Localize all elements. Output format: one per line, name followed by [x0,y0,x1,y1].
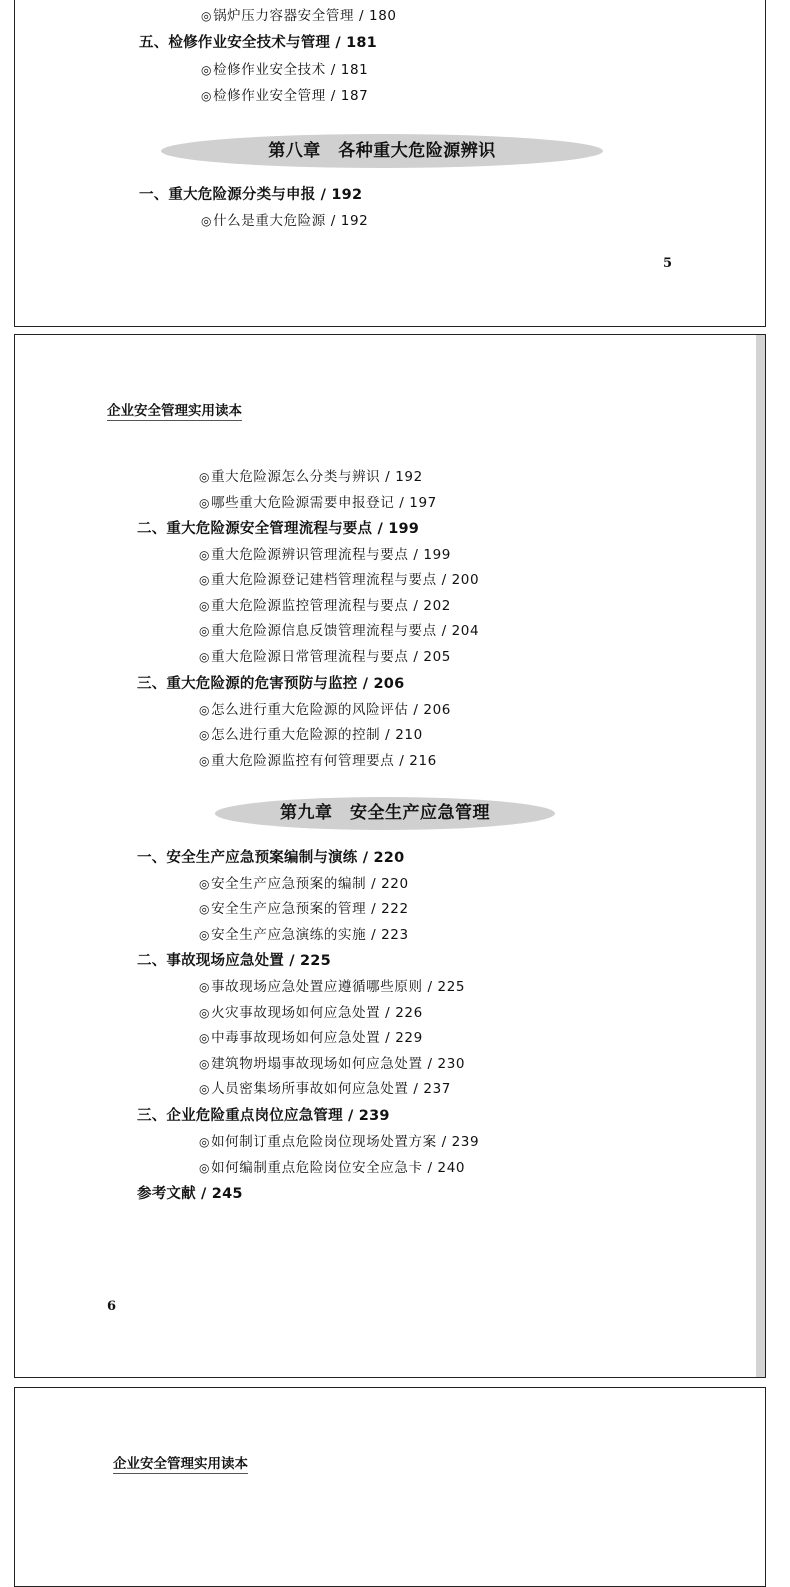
running-header: 企业安全管理实用读本 [107,399,242,421]
toc-item[interactable]: ◎ 重大危险源日常管理流程与要点 / 205 [199,651,451,665]
toc-item[interactable]: ◎ 重大危险源辨识管理流程与要点 / 199 [199,549,451,563]
page-5 [14,0,766,327]
toc-section[interactable]: 一、重大危险源分类与申报 / 192 [139,187,363,203]
toc-item[interactable]: ◎ 建筑物坍塌事故现场如何应急处置 / 230 [199,1058,465,1072]
toc-item[interactable]: ◎ 安全生产应急预案的管理 / 222 [199,903,409,917]
page-number: 5 [663,256,673,271]
page-6 [14,334,766,1378]
toc-section[interactable]: 五、检修作业安全技术与管理 / 181 [139,35,377,51]
toc-item[interactable]: ◎ 如何制订重点危险岗位现场处置方案 / 239 [199,1136,479,1150]
toc-item[interactable]: ◎ 怎么进行重大危险源的风险评估 / 206 [199,704,451,718]
toc-item[interactable]: ◎ 哪些重大危险源需要申报登记 / 197 [199,497,437,511]
toc-item[interactable]: ◎ 安全生产应急预案的编制 / 220 [199,878,409,892]
toc-item[interactable]: ◎ 安全生产应急演练的实施 / 223 [199,929,409,943]
chapter-heading: 第八章 各种重大危险源辨识 [161,134,603,168]
toc-section[interactable]: 一、安全生产应急预案编制与演练 / 220 [137,850,405,866]
page-7 [14,1387,766,1587]
toc-section[interactable]: 三、企业危险重点岗位应急管理 / 239 [137,1108,390,1124]
running-header: 企业安全管理实用读本 [113,1452,248,1474]
toc-item[interactable]: ◎ 如何编制重点危险岗位安全应急卡 / 240 [199,1162,465,1176]
toc-item[interactable]: ◎ 重大危险源监控有何管理要点 / 216 [199,755,437,769]
toc-item[interactable]: ◎ 火灾事故现场如何应急处置 / 226 [199,1007,423,1021]
toc-item[interactable]: ◎ 什么是重大危险源 / 192 [201,215,368,229]
toc-item[interactable]: ◎ 重大危险源登记建档管理流程与要点 / 200 [199,574,479,588]
toc-item[interactable]: ◎ 检修作业安全技术 / 181 [201,64,368,78]
toc-item[interactable]: ◎ 中毒事故现场如何应急处置 / 229 [199,1032,423,1046]
toc-item[interactable]: ◎ 事故现场应急处置应遵循哪些原则 / 225 [199,981,465,995]
toc-item[interactable]: ◎ 重大危险源监控管理流程与要点 / 202 [199,600,451,614]
toc-item[interactable]: ◎ 锅炉压力容器安全管理 / 180 [201,10,397,24]
toc-item[interactable]: ◎ 重大危险源怎么分类与辨识 / 192 [199,471,423,485]
toc-references[interactable]: 参考文献 / 245 [137,1186,243,1202]
scrollbar[interactable] [756,335,765,1377]
toc-section[interactable]: 二、事故现场应急处置 / 225 [137,953,331,969]
page-number: 6 [107,1299,117,1314]
toc-section[interactable]: 二、重大危险源安全管理流程与要点 / 199 [137,521,420,537]
toc-item[interactable]: ◎ 人员密集场所事故如何应急处置 / 237 [199,1083,451,1097]
toc-section[interactable]: 三、重大危险源的危害预防与监控 / 206 [137,676,405,692]
chapter-heading: 第九章 安全生产应急管理 [215,797,555,830]
toc-item[interactable]: ◎ 重大危险源信息反馈管理流程与要点 / 204 [199,625,479,639]
toc-item[interactable]: ◎ 检修作业安全管理 / 187 [201,90,368,104]
toc-item[interactable]: ◎ 怎么进行重大危险源的控制 / 210 [199,729,423,743]
